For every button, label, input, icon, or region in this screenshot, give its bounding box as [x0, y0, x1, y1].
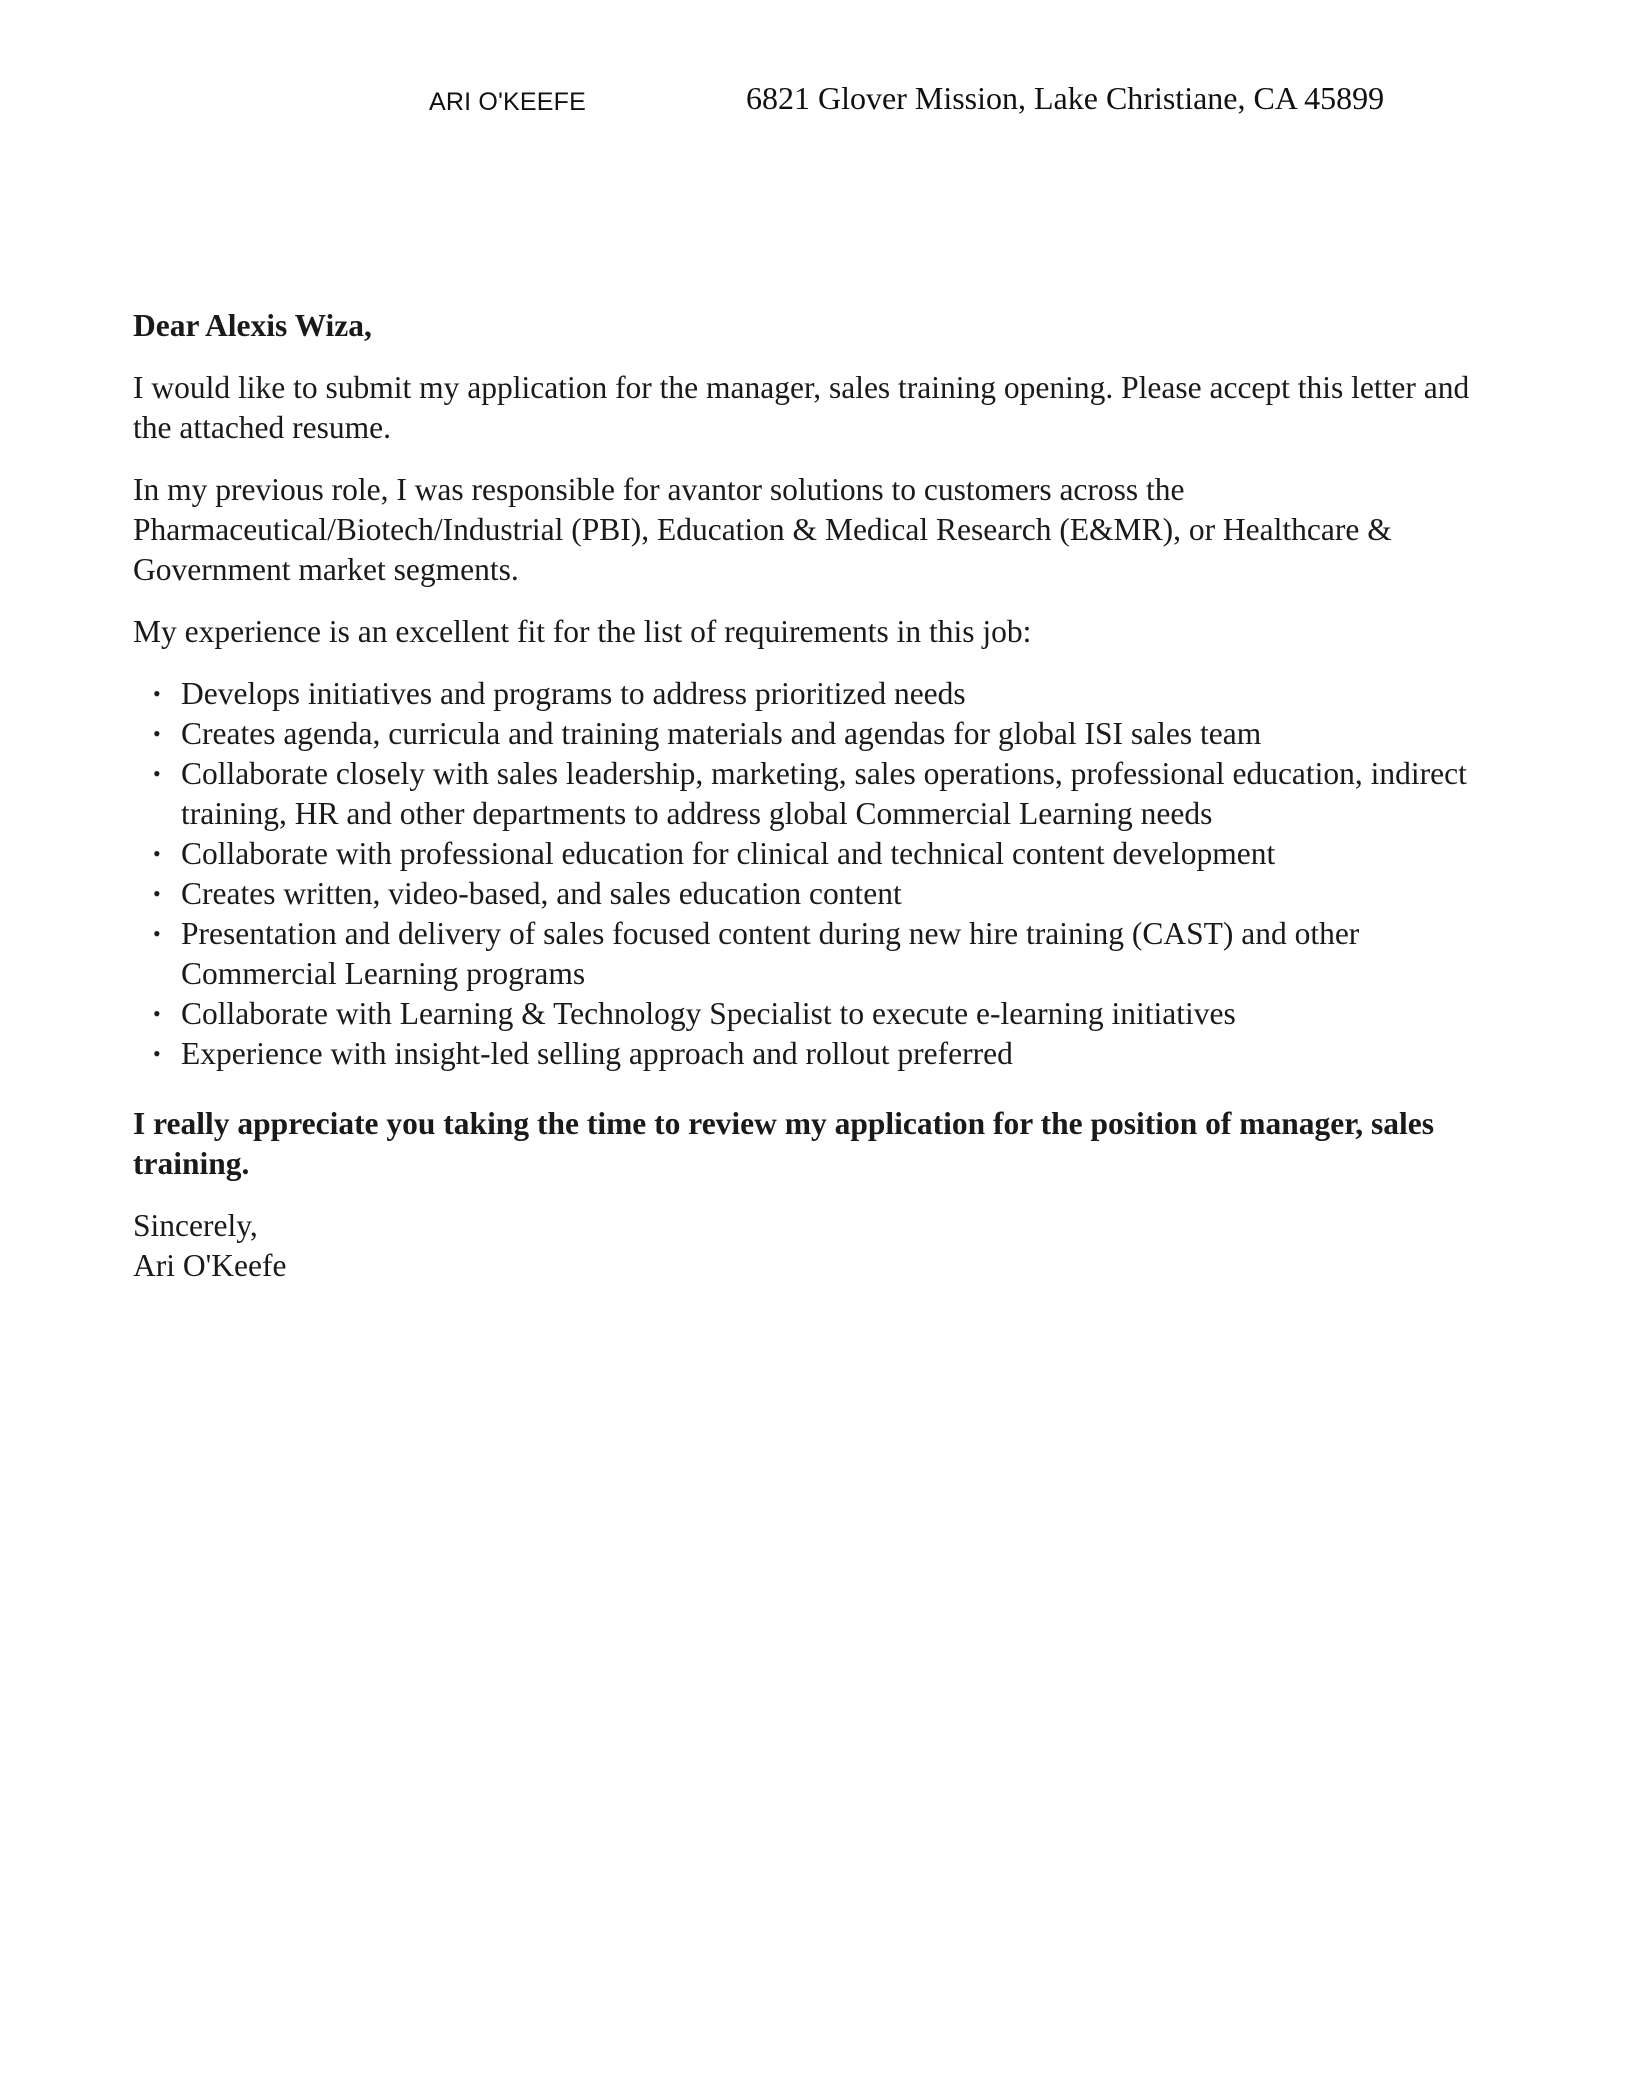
- signoff: Sincerely,: [133, 1208, 258, 1243]
- intro-paragraph: I would like to submit my application for the manager, sales training opening. Please accept this letter and the attached resume.: [133, 370, 1470, 445]
- letter-body: [133, 306, 1503, 1286]
- sender-address: 6821 Glover Mission, Lake Christiane, CA 45899: [746, 80, 1385, 116]
- list-item-text: Creates agenda, curricula and training materials and agendas for global ISI sales team: [181, 716, 1262, 751]
- letter-header: [0, 80, 1632, 124]
- list-item: [153, 994, 1503, 1034]
- closing-paragraph: I really appreciate you taking the time to review my application for the position of manager, sales training.: [133, 1106, 1435, 1181]
- bullet-icon: •: [153, 921, 161, 946]
- list-item: [153, 914, 1503, 994]
- list-item-text: Creates written, video-based, and sales education content: [181, 876, 902, 911]
- list-item-text: Develops initiatives and programs to address prioritized needs: [181, 676, 966, 711]
- list-item: [153, 834, 1503, 874]
- bullet-icon: •: [153, 1041, 161, 1066]
- list-item: [153, 754, 1503, 834]
- bullet-icon: •: [153, 1001, 161, 1026]
- bullet-icon: •: [153, 761, 161, 786]
- sender-name: ARI O'KEEFE: [429, 88, 587, 116]
- list-item: [153, 874, 1503, 914]
- list-item-text: Collaborate with Learning & Technology Specialist to execute e-learning initiatives: [181, 996, 1236, 1031]
- bullet-icon: •: [153, 721, 161, 746]
- signature-name: Ari O'Keefe: [133, 1248, 287, 1283]
- bullet-icon: •: [153, 881, 161, 906]
- list-item: [153, 1034, 1503, 1074]
- requirements-intro: My experience is an excellent fit for the list of requirements in this job:: [133, 614, 1032, 649]
- bullet-icon: •: [153, 841, 161, 866]
- list-item-text: Collaborate with professional education for clinical and technical content development: [181, 836, 1276, 871]
- list-item-text: Collaborate closely with sales leadership, marketing, sales operations, professional education, indirect training, HR and other departments to address global Commercial Learning needs: [181, 756, 1467, 831]
- list-item: [153, 714, 1503, 754]
- salutation: Dear Alexis Wiza,: [133, 308, 372, 343]
- list-item-text: Experience with insight-led selling approach and rollout preferred: [181, 1036, 1013, 1071]
- list-item: [153, 674, 1503, 714]
- list-item-text: Presentation and delivery of sales focused content during new hire training (CAST) and other Commercial Learning programs: [181, 916, 1360, 991]
- experience-paragraph: In my previous role, I was responsible for avantor solutions to customers across the Pharmaceutical/Biotech/Industrial (PBI), Education & Medical Research (E&MR), or Healthcare & Government market segments.: [133, 472, 1392, 587]
- requirements-list: [133, 674, 1503, 1074]
- bullet-icon: •: [153, 681, 161, 706]
